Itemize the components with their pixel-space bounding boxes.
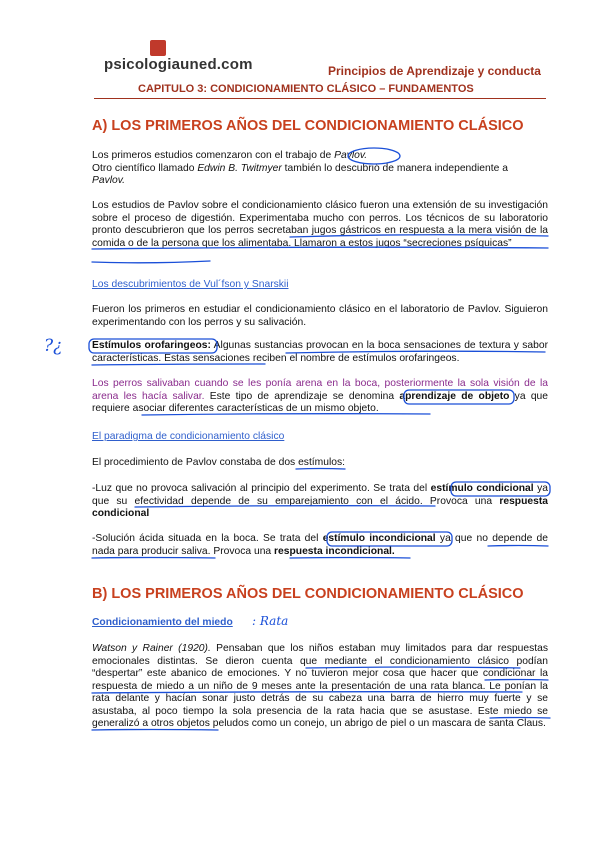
margin-question-mark: ?¿ [44,336,63,356]
site-name: psicologiauned.com [104,56,253,73]
paragraph-first-studies: Fueron los primeros en estudiar el condicionamiento clásico en el laboratorio de Pavlov. Siguieron experimentando con los perros y su salivación. [92,304,548,328]
pavlov-name: Pavlov. [334,150,368,161]
term-respuesta-incondicional: respuesta incondicional. [274,545,395,557]
paragraph-object-learning: Los perros salivaban cuando se les ponía arena en la boca, posteriormente la sola visión de la arena les hacía salivar. Este tipo de aprendizaje se denomina aprendizaje de objeto ya que requiere asociar diferentes características de un mismo objeto. [92,378,548,414]
paragraph-digestion: Los estudios de Pavlov sobre el condicionamiento clásico fueron una extensión de su investigación sobre el proceso de digestión. Experimentaba mucho con perros. Los técnicos de su laboratorio pronto descubrieron que los perros secretaban jugos gástricos en respuesta a la mera visión de la comida o de la persona que los alimentaba. Llamaron a estos jugos “secreciones psíquicas” [92,200,548,249]
paragraph-two-stimuli: El procedimiento de Pavlov constaba de dos estímulos: [92,457,345,468]
twitmyer-name: Edwin B. Twitmyer [197,162,282,174]
subheading-vulfson-snarskii[interactable]: Los descubrimientos de Vul´fson y Snarskii [92,279,289,290]
citation-watson-rainer: Watson y Rainer (1920). [92,643,211,654]
rata-handwritten-note: : Rata [252,614,289,628]
term-aprendizaje-objeto: aprendizaje de objeto [399,390,510,402]
section-b-title: B) LOS PRIMEROS AÑOS DEL CONDICIONAMIENTO CLÁSICO [92,586,524,602]
term-orofaringeos: Estímulos orofaringeos: [92,340,211,351]
term-respuesta-condicional: respuesta condicional [92,495,548,519]
paragraph-intro: Los primeros estudios comenzaron con el trabajo de Pavlov. Otro científico llamado Edwin B. Twitmyer también lo descubrió de manera independiente a Pavlov. [92,150,508,186]
paragraph-watson-rainer: Watson y Rainer (1920). Pensaban que los niños estaban muy limitados para dar respuestas emocionales distintas. Se dieron cuenta que mediante el condicionamiento clásico podían “despertar” este abanico de emociones. Y no tuvieron mejor cosa que hacer que condicionar la respuesta de miedo a un niño de 9 meses ante la presentación de una rata blanca. Le ponían la rata delante y hacían sonar justo detrás de su cabeza una barra de hierro muy fuerte y se asustaba, al poco tiempo la sola presencia de la rata hacia que se asustase. Este miedo se generalizó a otros objetos peludos como un conejo, un abrigo de piel o un mascara de santa Claus. [92,643,548,729]
course-title: Principios de Aprendizaje y conducta [328,64,541,78]
subheading-miedo[interactable]: Condicionamiento del miedo [92,617,233,628]
underline-secreciones [92,261,210,263]
subheading-paradigma[interactable]: El paradigma de condicionamiento clásico [92,431,285,442]
site-logo-icon [150,40,166,56]
chapter-title: CAPITULO 3: CONDICIONAMIENTO CLÁSICO – FUNDAMENTOS [138,83,474,95]
paragraph-orofaringeos: Estímulos orofaringeos: Algunas sustancias provocan en la boca sensaciones de textura y sabor características. Estas sensaciones reciben el nombre de estímulos orofaringeos. [92,340,548,364]
header-divider [94,98,546,99]
term-estimulo-incondicional: estímulo incondicional [322,533,436,544]
paragraph-acid-stimulus: -Solución ácida situada en la boca. Se trata del estímulo incondicional ya que no depende de nada para producir saliva. Provoca una respuesta incondicional. [92,533,549,557]
section-a-title: A) LOS PRIMEROS AÑOS DEL CONDICIONAMIENTO CLÁSICO [92,118,524,134]
term-estimulo-condicional: estímulo condicional [430,483,534,494]
paragraph-light-stimulus: -Luz que no provoca salivación al principio del experimento. Se trata del estímulo condicional ya que su efectividad depende de su emparejamiento con el ácido. Provoca una respuesta condicional [92,483,548,519]
